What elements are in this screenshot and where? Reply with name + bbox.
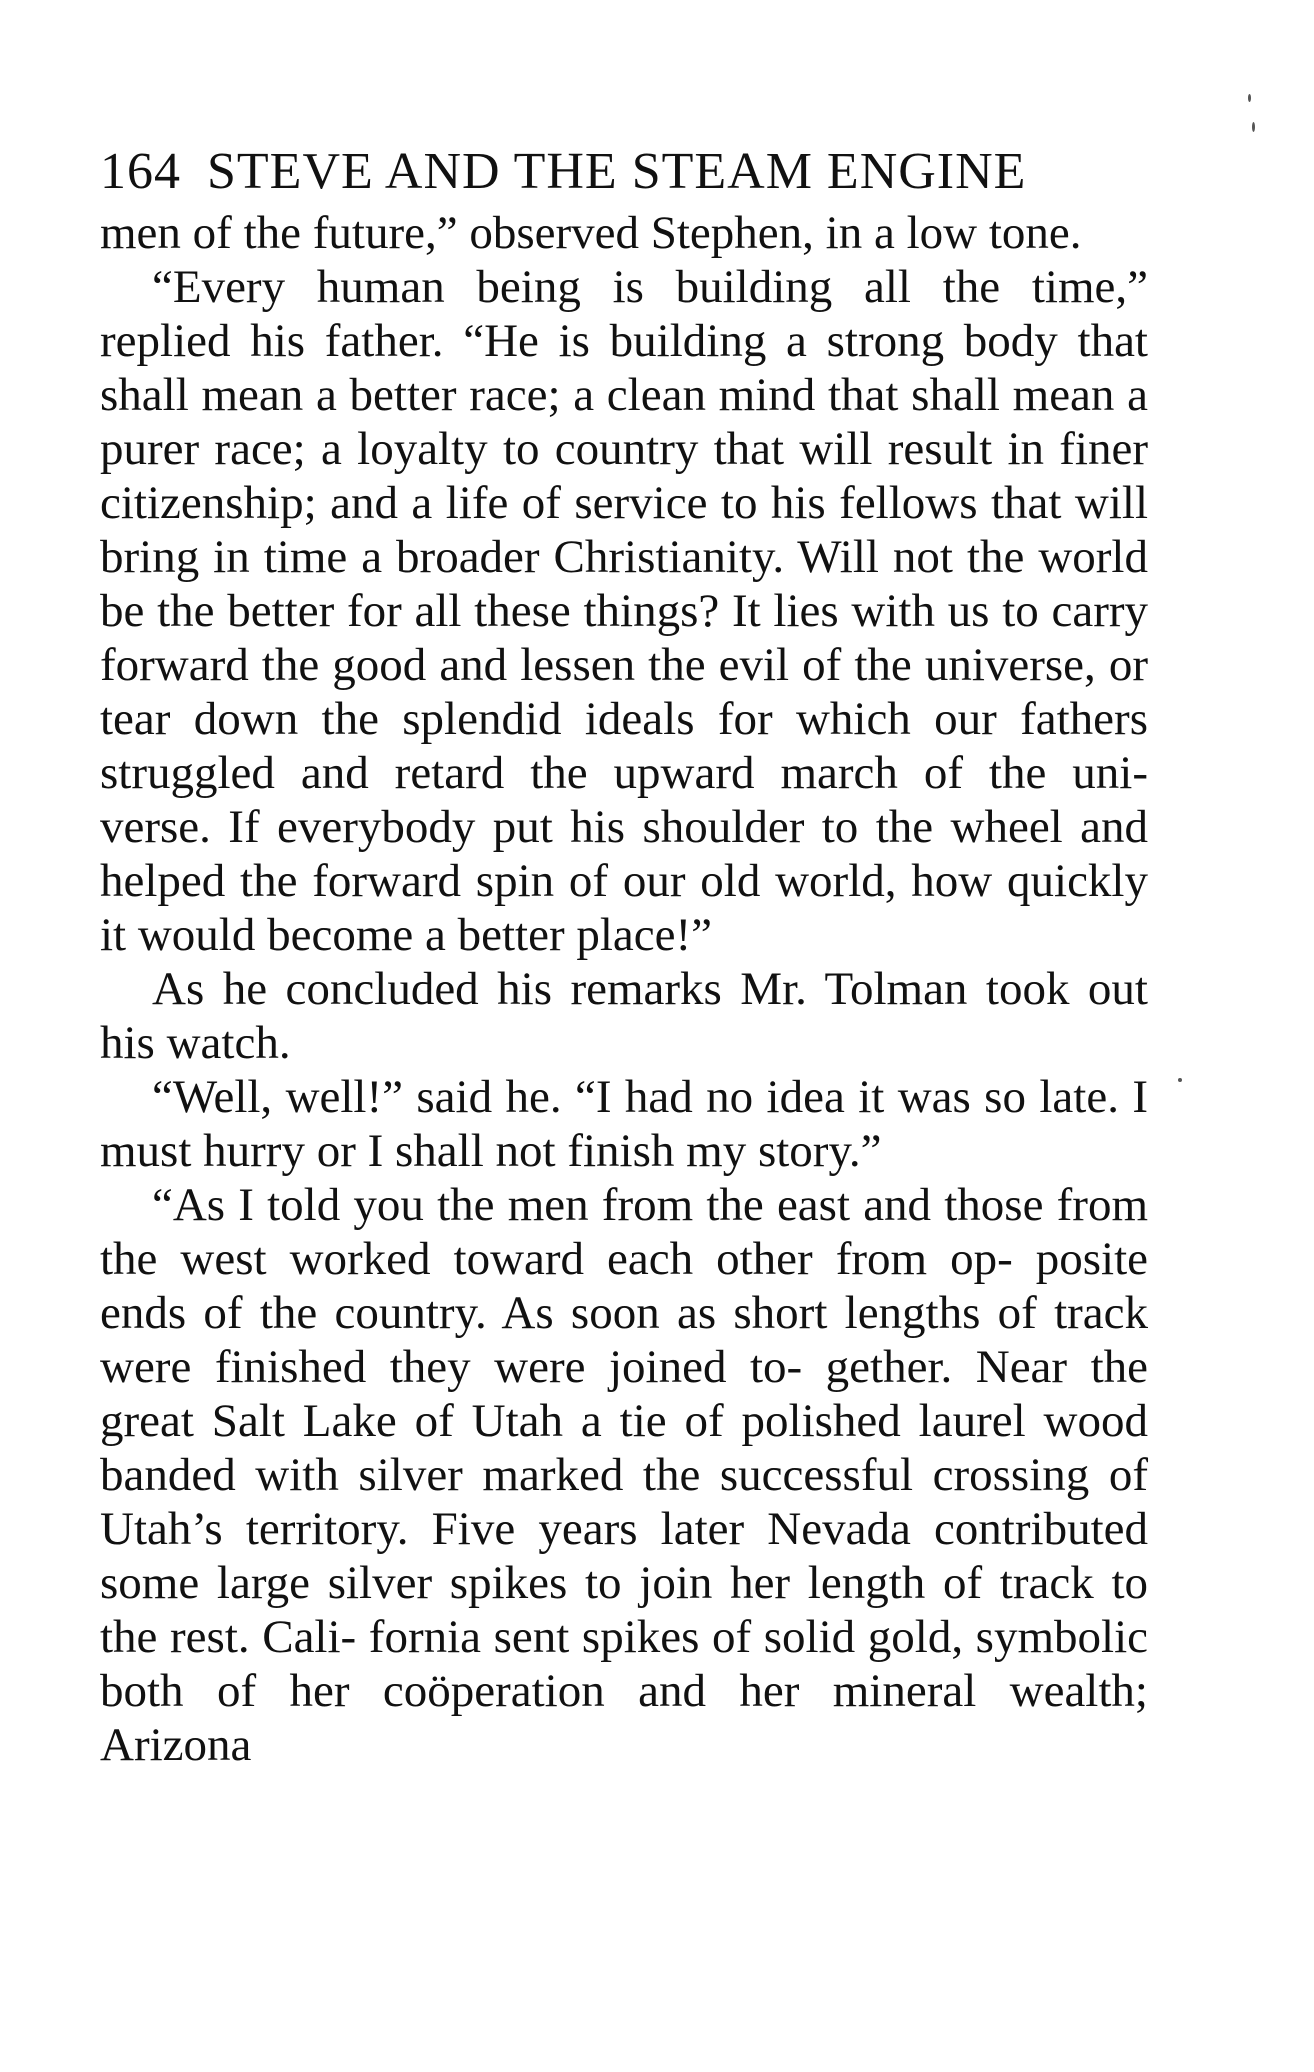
scan-speck — [1248, 94, 1251, 102]
paragraph-railroad-story: “As I told you the men from the east and those from the west worked toward each other from op- posite ends of the country. As soon as short lengths of track were finished they were joined to- gether. Near the great Salt Lake of Utah a tie of polished laurel wood banded with silver marked the successful crossing of Utah’s territory. Five years later Nevada contributed some large silver spikes to join her length of track to the rest. Cali- fornia sent spikes of solid gold, symbolic both of her coöperation and her mineral wealth; Arizona — [100, 1179, 1148, 1771]
paragraph-father-speech: “Every human being is building all the time,” replied his father. “He is building a strong body that shall mean a better race; a clean mind that shall mean a purer race; a loyalty to country that will result in finer citizenship; and a life of service to his fellows that will bring in time a broader Christianity. Will not the world be the better for all these things? It lies with us to carry forward the good and lessen the evil of the universe, or tear down the splendid ideals for which our fathers struggled and retard the upward march of the uni- verse. If everybody put his shoulder to the wheel and helped the forward spin of our old world, how quickly it would become a better place!” — [100, 261, 1148, 961]
paragraph-watch: As he concluded his remarks Mr. Tolman took out his watch. — [100, 963, 1148, 1069]
page-number: 164 — [100, 143, 181, 200]
scan-speck — [1252, 122, 1255, 132]
body-text — [100, 206, 1148, 1772]
running-head — [100, 140, 1148, 204]
running-title: STEVE AND THE STEAM ENGINE — [207, 143, 1027, 200]
scan-speck — [1178, 1078, 1182, 1082]
paragraph-well-well: “Well, well!” said he. “I had no idea it was so late. I must hurry or I shall not finish my story.” — [100, 1071, 1148, 1177]
paragraph-continuation: men of the future,” observed Stephen, in a low tone. — [100, 207, 1082, 259]
book-page — [100, 140, 1148, 1772]
